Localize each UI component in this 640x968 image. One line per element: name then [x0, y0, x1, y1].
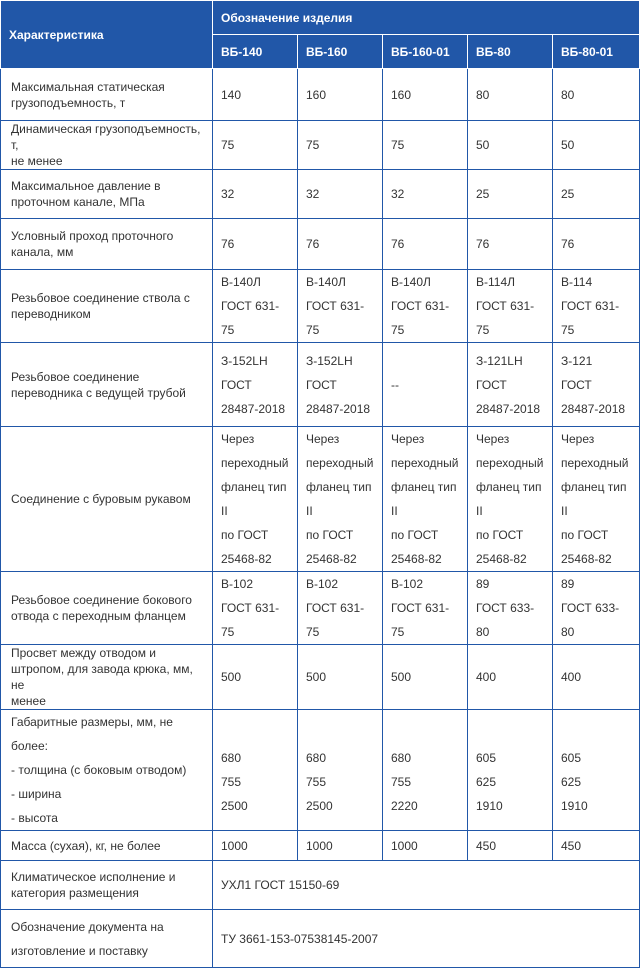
cell-line: по ГОСТ	[476, 528, 524, 542]
table-row	[1, 343, 640, 427]
row-value	[553, 170, 640, 219]
cell-line: 1000	[306, 838, 333, 853]
row-value	[553, 219, 640, 270]
cell-line: переходный	[391, 456, 459, 470]
cell-line: 25468-82	[306, 552, 357, 566]
cell-line: штропом, для завода крюка, мм, не	[11, 662, 193, 692]
cell-line: 755	[221, 775, 242, 789]
row-value	[468, 270, 553, 343]
cell-line: Максимальное давление в	[11, 179, 161, 193]
row-value	[298, 343, 383, 427]
cell-line: ГОСТ	[221, 377, 252, 392]
cell-line: Резьбовое соединение	[11, 369, 140, 384]
row-value	[383, 343, 468, 427]
cell-line	[561, 722, 631, 746]
row-value	[213, 170, 298, 219]
cell-line: категория размещения	[11, 886, 139, 900]
cell-line: 76	[221, 237, 235, 251]
cell-line: по ГОСТ	[306, 528, 354, 542]
cell-line: 680	[221, 751, 242, 765]
cell-line: менее	[11, 694, 46, 708]
row-value	[213, 427, 298, 572]
cell-line: по ГОСТ	[391, 528, 439, 542]
row-value	[298, 69, 383, 121]
cell-line: фланец тип II	[391, 480, 457, 518]
table-row	[1, 69, 640, 121]
cell-line: Динамическая грузоподъемность, т,	[11, 122, 201, 152]
row-value	[553, 831, 640, 861]
cell-line: Масса (сухая), кг, не более	[11, 838, 161, 853]
cell-line: ГОСТ 631-75	[306, 299, 365, 337]
row-value	[298, 645, 383, 710]
table-body	[1, 69, 640, 968]
row-value	[383, 572, 468, 645]
row-label	[1, 270, 213, 343]
cell-line: 500	[391, 670, 412, 684]
row-value	[468, 710, 553, 831]
cell-line: ГОСТ 631-75	[221, 299, 280, 337]
row-value	[298, 427, 383, 572]
cell-line: фланец тип II	[306, 480, 372, 518]
cell-line: 755	[306, 775, 327, 789]
cell-line: - ширина	[11, 787, 62, 801]
cell-line: --	[391, 377, 399, 392]
cell-line: 25468-82	[221, 552, 272, 566]
row-value	[213, 572, 298, 645]
table-row	[1, 270, 640, 343]
cell-line: переходный	[476, 456, 544, 470]
header-model: ВБ-80-01	[553, 35, 640, 69]
cell-line: ГОСТ 631-75	[221, 601, 280, 639]
cell-line: 89	[561, 577, 575, 591]
cell-line: 605	[561, 751, 582, 765]
cell-line: В-102	[391, 577, 424, 591]
row-label	[1, 69, 213, 121]
row-value	[553, 427, 640, 572]
cell-line: Обозначение документа на	[11, 919, 164, 934]
cell-line	[391, 722, 459, 746]
row-value	[213, 121, 298, 170]
cell-line: переводником	[11, 307, 91, 321]
row-value	[298, 572, 383, 645]
row-value	[298, 121, 383, 170]
cell-line: В-102	[221, 577, 254, 591]
cell-line: 450	[476, 838, 497, 853]
cell-line: 75	[306, 138, 320, 152]
cell-line: отвода с переходным фланцем	[11, 609, 186, 623]
row-value	[383, 170, 468, 219]
cell-line: 140	[221, 87, 242, 102]
cell-line: 80	[561, 87, 575, 102]
row-label	[1, 572, 213, 645]
cell-line: по ГОСТ	[561, 528, 609, 542]
cell-line: Просвет между отводом и	[11, 646, 156, 660]
cell-line: 80	[476, 87, 490, 102]
cell-line: 605	[476, 751, 497, 765]
row-value	[468, 427, 553, 572]
cell-line: 500	[221, 670, 242, 684]
cell-line: 25468-82	[476, 552, 527, 566]
row-value	[298, 170, 383, 219]
cell-line: 450	[561, 838, 582, 853]
row-label	[1, 910, 213, 968]
cell-line: переходный	[306, 456, 374, 470]
table-row	[1, 572, 640, 645]
cell-line: Через	[391, 432, 425, 446]
cell-line: 2500	[221, 799, 248, 813]
cell-line: 32	[306, 187, 320, 201]
cell-line: ГОСТ	[476, 377, 507, 392]
cell-line: грузоподъемность, т	[11, 95, 126, 110]
row-label	[1, 343, 213, 427]
cell-line: 28487-2018	[221, 401, 286, 416]
cell-line: З-121LH	[476, 353, 523, 368]
cell-line: ГОСТ 633-80	[561, 601, 620, 639]
table-header	[1, 1, 640, 69]
cell-line: З-121	[561, 353, 593, 368]
cell-line: 75	[221, 138, 235, 152]
cell-line: 25468-82	[391, 552, 442, 566]
cell-line: В-114	[561, 275, 593, 289]
row-label	[1, 861, 213, 910]
table-row	[1, 831, 640, 861]
row-value	[298, 710, 383, 831]
table-row	[1, 645, 640, 710]
cell-line: Через	[561, 432, 595, 446]
cell-line: 25468-82	[561, 552, 612, 566]
cell-line: 1000	[221, 838, 248, 853]
cell-line: 400	[476, 670, 497, 684]
row-value	[383, 270, 468, 343]
row-value	[468, 170, 553, 219]
cell-line: не менее	[11, 154, 63, 168]
cell-line: Через	[221, 432, 255, 446]
cell-line: Максимальная статическая	[11, 79, 165, 94]
row-value	[553, 572, 640, 645]
table-row	[1, 219, 640, 270]
cell-line: 755	[391, 775, 412, 789]
row-value	[213, 645, 298, 710]
cell-line: 25	[476, 187, 490, 201]
cell-line: изготовление и поставку	[11, 943, 148, 958]
cell-line: З-152LH	[221, 353, 268, 368]
cell-line: 28487-2018	[476, 401, 541, 416]
cell-line: переходный	[221, 456, 289, 470]
cell-line: - высота	[11, 811, 58, 825]
row-value	[213, 710, 298, 831]
row-value	[383, 219, 468, 270]
table-row	[1, 910, 640, 968]
cell-line: ГОСТ	[561, 377, 592, 392]
cell-line	[476, 722, 544, 746]
row-value	[298, 831, 383, 861]
cell-line: 625	[561, 775, 582, 789]
row-value	[298, 270, 383, 343]
cell-line: ГОСТ 633-80	[476, 601, 535, 639]
cell-line: переводника с ведущей трубой	[11, 385, 186, 400]
row-value	[468, 343, 553, 427]
row-value	[383, 831, 468, 861]
cell-line: фланец тип II	[561, 480, 627, 518]
table-row	[1, 710, 640, 831]
cell-line: 76	[561, 237, 575, 251]
row-value	[468, 831, 553, 861]
header-model: ВБ-140	[213, 35, 298, 69]
cell-line: 89	[476, 577, 490, 591]
cell-line: З-152LH	[306, 353, 353, 368]
row-value	[383, 427, 468, 572]
cell-line: Соединение с буровым рукавом	[11, 492, 191, 506]
cell-line: 76	[391, 237, 405, 251]
row-value	[213, 831, 298, 861]
row-value	[213, 219, 298, 270]
cell-line: 28487-2018	[561, 401, 626, 416]
row-value	[553, 343, 640, 427]
row-value	[468, 69, 553, 121]
cell-line: 1000	[391, 838, 418, 853]
table-row	[1, 427, 640, 572]
cell-line: 160	[306, 87, 327, 102]
table-row	[1, 121, 640, 170]
cell-line: В-102	[306, 577, 339, 591]
cell-line: ГОСТ 631-75	[561, 299, 620, 337]
merged-value: ТУ 3661-153-07538145-2007	[213, 910, 640, 968]
cell-line: 400	[561, 670, 582, 684]
row-label	[1, 831, 213, 861]
table-row	[1, 170, 640, 219]
row-value	[468, 121, 553, 170]
cell-line: Резьбовое соединение ствола с	[11, 291, 190, 305]
cell-line: 25	[561, 187, 575, 201]
cell-line: ГОСТ	[306, 377, 337, 392]
row-value	[298, 219, 383, 270]
cell-line: В-140Л	[221, 275, 261, 289]
cell-line: проточном канале, МПа	[11, 195, 145, 209]
cell-line: фланец тип II	[221, 480, 287, 518]
cell-line: 1910	[476, 799, 503, 813]
cell-line: 75	[391, 138, 405, 152]
cell-line: 680	[391, 751, 412, 765]
row-value	[468, 219, 553, 270]
cell-line: ГОСТ 631-75	[391, 299, 450, 337]
row-value	[383, 69, 468, 121]
cell-line: 1910	[561, 799, 588, 813]
cell-line	[306, 722, 374, 746]
cell-line: 32	[391, 187, 405, 201]
cell-line: Через	[306, 432, 340, 446]
row-value	[383, 121, 468, 170]
cell-line: ГОСТ 631-75	[391, 601, 450, 639]
row-label	[1, 645, 213, 710]
table-row	[1, 861, 640, 910]
cell-line: 76	[306, 237, 320, 251]
row-value	[213, 69, 298, 121]
row-value	[468, 645, 553, 710]
cell-line: по ГОСТ	[221, 528, 269, 542]
cell-line: 680	[306, 751, 327, 765]
row-value	[553, 69, 640, 121]
cell-line: В-114Л	[476, 275, 516, 289]
header-model: ВБ-80	[468, 35, 553, 69]
header-model: ВБ-160-01	[383, 35, 468, 69]
merged-value: УХЛ1 ГОСТ 15150-69	[213, 861, 640, 910]
cell-line: - толщина (с боковым отводом)	[11, 763, 187, 777]
cell-line: 50	[476, 138, 490, 152]
row-value	[553, 121, 640, 170]
cell-line: 500	[306, 670, 327, 684]
cell-line: 2500	[306, 799, 333, 813]
cell-line: 50	[561, 138, 575, 152]
cell-line: переходный	[561, 456, 629, 470]
cell-line: В-140Л	[306, 275, 346, 289]
header-characteristic: Характеристика	[1, 1, 213, 69]
cell-line	[221, 722, 289, 746]
row-value	[383, 710, 468, 831]
row-label	[1, 121, 213, 170]
row-value	[213, 343, 298, 427]
cell-line: Климатическое исполнение и	[11, 870, 176, 884]
row-label	[1, 219, 213, 270]
row-label	[1, 170, 213, 219]
row-value	[468, 572, 553, 645]
row-value	[553, 710, 640, 831]
cell-line: 2220	[391, 799, 418, 813]
cell-line: Условный проход проточного	[11, 229, 174, 243]
cell-line: 76	[476, 237, 490, 251]
header-designation: Обозначение изделия	[213, 1, 640, 35]
row-label	[1, 427, 213, 572]
cell-line: Габаритные размеры, мм, не более:	[11, 715, 173, 753]
cell-line: Резьбовое соединение бокового	[11, 593, 192, 607]
row-label	[1, 710, 213, 831]
row-value	[213, 270, 298, 343]
cell-line: 160	[391, 87, 412, 102]
cell-line: В-140Л	[391, 275, 431, 289]
cell-line: фланец тип II	[476, 480, 542, 518]
row-value	[553, 645, 640, 710]
cell-line: 32	[221, 187, 235, 201]
cell-line: Через	[476, 432, 510, 446]
cell-line: ГОСТ 631-75	[476, 299, 535, 337]
row-value	[383, 645, 468, 710]
cell-line: ГОСТ 631-75	[306, 601, 365, 639]
row-value	[553, 270, 640, 343]
header-model: ВБ-160	[298, 35, 383, 69]
cell-line: 625	[476, 775, 497, 789]
cell-line: 28487-2018	[306, 401, 371, 416]
cell-line: канала, мм	[11, 245, 74, 259]
